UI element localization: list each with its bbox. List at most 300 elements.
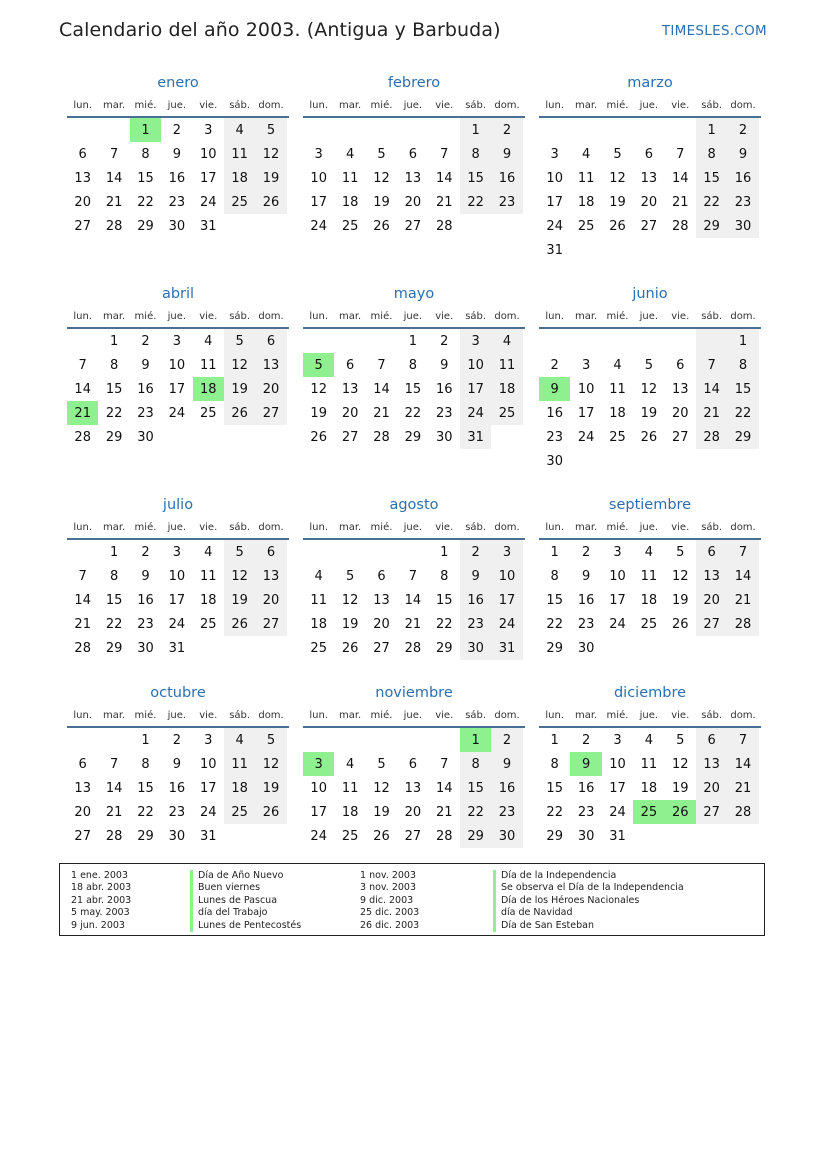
day-cell: 17 [310, 804, 327, 820]
day-cell: 10 [199, 146, 217, 162]
weekday-label: jue. [403, 709, 423, 721]
day-cell: 12 [255, 752, 286, 776]
weekday-label: dom. [258, 521, 284, 533]
day-cell: 15 [696, 166, 727, 190]
day-cell: 9 [141, 357, 150, 373]
weekday-label: mar. [338, 99, 362, 111]
month-name: noviembre [375, 685, 453, 701]
weekday-label: vie. [435, 310, 454, 322]
day-cell: 31 [199, 828, 217, 844]
day-cell: 8 [440, 568, 449, 584]
day-cell: 19 [609, 194, 626, 210]
day-cell: 29 [105, 640, 123, 656]
weekday-label: lun. [73, 310, 93, 322]
day-cell: 18 [199, 592, 217, 608]
day-cell: 30 [460, 636, 491, 660]
day-cell: 4 [581, 146, 591, 162]
day-cell: 1 [460, 118, 491, 142]
day-blank [303, 118, 334, 142]
day-cell: 4 [644, 732, 653, 748]
weekday-label: sáb. [465, 521, 487, 533]
day-cell: 2 [172, 732, 181, 748]
day-cell: 12 [671, 568, 689, 584]
month-name: agosto [389, 497, 439, 513]
day-grid [539, 329, 761, 473]
weekday-label: vie. [671, 310, 690, 322]
day-cell: 24 [491, 612, 522, 636]
day-cell: 23 [137, 405, 154, 421]
day-cell: 15 [105, 592, 123, 608]
day-cell: 10 [546, 170, 563, 186]
day-cell: 2 [440, 333, 449, 349]
weekday-header [67, 305, 289, 329]
month-marzo [539, 72, 761, 262]
weekday-header [303, 704, 525, 728]
month-agosto [303, 494, 525, 660]
weekday-label: jue. [639, 709, 659, 721]
day-cell: 25 [224, 800, 255, 824]
day-cell: 23 [168, 804, 186, 820]
day-cell: 4 [204, 333, 213, 349]
day-cell: 1 [550, 544, 559, 560]
day-cell: 11 [577, 170, 595, 186]
day-cell: 28 [696, 425, 727, 449]
day-cell: 31 [460, 425, 491, 449]
day-cell: 3 [172, 544, 181, 560]
month-noviembre [303, 682, 525, 848]
day-cell: 20 [640, 194, 658, 210]
day-cell-holiday: 25 [633, 800, 664, 824]
day-cell: 31 [491, 636, 522, 660]
day-blank [366, 540, 397, 564]
day-cell: 11 [199, 357, 217, 373]
day-cell: 6 [644, 146, 653, 162]
day-cell: 7 [78, 357, 87, 373]
day-cell: 3 [550, 146, 559, 162]
day-cell: 15 [546, 780, 563, 796]
day-cell: 1 [727, 329, 758, 353]
day-cell: 26 [310, 429, 327, 445]
day-cell: 26 [671, 616, 689, 632]
day-cell: 21 [74, 616, 91, 632]
day-cell: 27 [255, 401, 286, 425]
day-cell: 30 [137, 640, 154, 656]
month-octubre [67, 682, 289, 848]
month-name: octubre [150, 685, 206, 701]
day-cell-holiday: 5 [303, 353, 334, 377]
day-cell: 30 [491, 824, 522, 848]
day-cell: 14 [435, 170, 453, 186]
day-cell: 25 [341, 828, 359, 844]
day-cell: 23 [460, 612, 491, 636]
day-cell: 3 [460, 329, 491, 353]
day-cell: 10 [168, 357, 186, 373]
day-cell: 5 [644, 357, 653, 373]
day-cell: 6 [696, 728, 727, 752]
weekday-label: lun. [545, 310, 565, 322]
day-cell: 14 [727, 752, 758, 776]
weekday-header [67, 704, 289, 728]
month-name: junio [632, 286, 668, 302]
day-cell: 21 [696, 401, 727, 425]
day-cell: 11 [609, 381, 626, 397]
weekday-label: mié. [370, 709, 393, 721]
weekday-label: mar. [574, 310, 598, 322]
day-cell: 26 [255, 190, 286, 214]
day-cell: 24 [546, 218, 563, 234]
day-cell: 14 [671, 170, 689, 186]
day-cell: 6 [377, 568, 386, 584]
day-cell: 3 [204, 732, 213, 748]
day-cell: 28 [74, 429, 91, 445]
day-cell: 11 [341, 170, 359, 186]
weekday-header [539, 305, 761, 329]
day-cell: 11 [199, 568, 217, 584]
day-cell: 5 [377, 756, 386, 772]
day-cell: 7 [727, 540, 758, 564]
day-cell: 20 [671, 405, 689, 421]
weekday-label: mar. [574, 99, 598, 111]
weekday-label: sáb. [229, 521, 251, 533]
day-cell: 9 [141, 568, 150, 584]
day-cell: 13 [373, 592, 390, 608]
day-cell: 30 [546, 453, 563, 469]
weekday-label: vie. [199, 521, 218, 533]
day-grid [67, 540, 289, 660]
day-cell: 22 [435, 616, 453, 632]
day-cell: 12 [255, 142, 286, 166]
day-cell: 2 [550, 357, 559, 373]
day-cell: 6 [255, 540, 286, 564]
day-cell: 27 [255, 612, 286, 636]
day-cell: 26 [224, 401, 255, 425]
day-grid [67, 329, 289, 449]
day-cell: 30 [168, 218, 186, 234]
day-cell: 13 [696, 564, 727, 588]
weekday-header [539, 704, 761, 728]
day-cell: 30 [435, 429, 453, 445]
day-cell: 16 [137, 381, 154, 397]
day-cell: 5 [676, 732, 685, 748]
day-cell: 14 [404, 592, 422, 608]
day-cell: 12 [310, 381, 327, 397]
day-cell-holiday: 26 [665, 800, 696, 824]
legend-holiday-name: Se observa el Día de la Independencia [493, 882, 684, 894]
day-cell: 16 [491, 166, 522, 190]
weekday-label: vie. [435, 99, 454, 111]
day-cell: 10 [168, 568, 186, 584]
day-cell: 10 [491, 564, 522, 588]
weekday-label: jue. [403, 521, 423, 533]
day-grid [539, 728, 761, 848]
day-blank [67, 329, 98, 353]
month-name: julio [162, 497, 194, 513]
day-cell: 20 [255, 588, 286, 612]
day-cell: 24 [609, 616, 626, 632]
day-cell: 11 [341, 780, 359, 796]
weekday-label: lun. [309, 709, 329, 721]
day-cell: 21 [671, 194, 689, 210]
weekday-label: sáb. [701, 709, 723, 721]
weekday-label: jue. [403, 99, 423, 111]
day-cell: 23 [727, 190, 758, 214]
weekday-label: vie. [671, 99, 690, 111]
day-cell: 26 [341, 640, 359, 656]
day-cell: 15 [460, 776, 491, 800]
weekday-label: mar. [338, 310, 362, 322]
day-cell: 14 [435, 780, 453, 796]
day-cell: 2 [727, 118, 758, 142]
day-cell: 8 [109, 568, 119, 584]
day-blank [602, 118, 633, 142]
day-cell: 17 [609, 592, 626, 608]
day-cell: 22 [137, 194, 154, 210]
day-cell: 21 [727, 588, 758, 612]
weekday-label: mar. [102, 310, 126, 322]
day-cell: 9 [491, 752, 522, 776]
day-cell-holiday: 1 [460, 728, 491, 752]
day-cell: 19 [671, 592, 689, 608]
day-blank [334, 118, 365, 142]
day-cell: 1 [550, 732, 559, 748]
weekday-label: lun. [73, 99, 93, 111]
day-cell: 15 [435, 592, 453, 608]
day-cell: 25 [310, 640, 327, 656]
day-cell: 22 [137, 804, 154, 820]
day-cell: 1 [696, 118, 727, 142]
day-cell: 13 [255, 353, 286, 377]
weekday-label: mié. [134, 709, 157, 721]
day-cell: 25 [199, 616, 217, 632]
day-cell: 22 [546, 616, 563, 632]
day-cell: 1 [109, 333, 119, 349]
day-cell: 14 [105, 780, 123, 796]
weekday-label: dom. [258, 99, 284, 111]
day-cell: 29 [546, 640, 563, 656]
month-diciembre [539, 682, 761, 848]
day-cell: 8 [460, 142, 491, 166]
weekday-label: mié. [134, 310, 157, 322]
legend-holiday-name: Día de San Esteban [493, 920, 684, 932]
legend-holiday-date: 1 nov. 2003 [360, 870, 416, 881]
weekday-label: dom. [730, 99, 756, 111]
day-cell: 29 [435, 640, 453, 656]
weekday-label: mié. [370, 521, 393, 533]
day-cell: 20 [74, 804, 91, 820]
day-cell: 16 [137, 592, 154, 608]
weekday-label: lun. [309, 521, 329, 533]
day-cell: 4 [345, 756, 355, 772]
day-blank [570, 118, 601, 142]
day-cell: 14 [74, 592, 91, 608]
day-cell: 26 [373, 218, 390, 234]
weekday-label: lun. [73, 521, 93, 533]
weekday-label: jue. [167, 709, 187, 721]
day-cell: 29 [696, 214, 727, 238]
weekday-label: mar. [102, 709, 126, 721]
day-cell: 9 [440, 357, 449, 373]
day-cell: 28 [435, 218, 453, 234]
day-cell: 13 [404, 780, 422, 796]
weekday-label: sáb. [229, 709, 251, 721]
day-cell: 23 [168, 194, 186, 210]
weekday-label: jue. [167, 310, 187, 322]
day-cell: 2 [581, 732, 591, 748]
day-cell: 16 [727, 166, 758, 190]
legend-holiday-date: 1 ene. 2003 [71, 870, 128, 881]
weekday-header [303, 305, 525, 329]
day-cell: 15 [546, 592, 563, 608]
day-cell: 13 [341, 381, 359, 397]
legend-dates-right [360, 870, 419, 932]
weekday-label: mar. [102, 521, 126, 533]
legend-names-right [493, 870, 684, 932]
weekday-label: dom. [494, 709, 520, 721]
day-cell-holiday: 21 [67, 401, 98, 425]
weekday-header [67, 516, 289, 540]
day-cell: 25 [341, 218, 359, 234]
day-cell: 25 [640, 616, 658, 632]
day-cell: 12 [341, 592, 359, 608]
weekday-label: mié. [606, 310, 629, 322]
day-cell: 23 [435, 405, 453, 421]
day-cell: 11 [491, 353, 522, 377]
day-blank [366, 728, 397, 752]
day-cell: 6 [255, 329, 286, 353]
weekday-label: sáb. [229, 310, 251, 322]
weekday-label: dom. [258, 310, 284, 322]
day-blank [397, 118, 428, 142]
day-cell: 22 [105, 405, 123, 421]
weekday-label: dom. [730, 521, 756, 533]
day-cell: 13 [640, 170, 658, 186]
day-cell: 6 [78, 146, 87, 162]
day-cell: 28 [435, 828, 453, 844]
day-cell: 11 [640, 568, 658, 584]
day-cell: 27 [74, 218, 91, 234]
month-name: febrero [387, 75, 441, 91]
weekday-label: jue. [639, 310, 659, 322]
day-cell: 31 [609, 828, 626, 844]
weekday-label: vie. [199, 310, 218, 322]
day-cell: 16 [491, 776, 522, 800]
day-cell: 13 [696, 752, 727, 776]
day-cell: 11 [224, 752, 255, 776]
month-name: enero [157, 75, 199, 91]
weekday-label: sáb. [229, 99, 251, 111]
day-blank [366, 118, 397, 142]
month-name: mayo [393, 286, 435, 302]
day-cell: 29 [137, 828, 154, 844]
day-cell: 29 [404, 429, 422, 445]
day-cell: 1 [408, 333, 417, 349]
day-cell: 28 [727, 612, 758, 636]
weekday-label: dom. [494, 310, 520, 322]
month-name: septiembre [608, 497, 692, 513]
day-cell: 31 [168, 640, 186, 656]
day-cell: 7 [109, 146, 119, 162]
day-cell: 22 [105, 616, 123, 632]
day-cell: 1 [141, 732, 150, 748]
day-cell: 13 [671, 381, 689, 397]
day-cell: 10 [310, 780, 327, 796]
day-cell: 26 [609, 218, 626, 234]
legend-holiday-date: 25 dic. 2003 [360, 907, 420, 919]
brand-link[interactable]: TIMESLES.COM [661, 23, 767, 39]
day-cell: 24 [199, 194, 217, 210]
weekday-header [303, 516, 525, 540]
day-cell: 15 [105, 381, 123, 397]
day-cell: 12 [609, 170, 626, 186]
day-cell: 2 [172, 122, 181, 138]
weekday-label: jue. [167, 521, 187, 533]
day-blank [633, 118, 664, 142]
day-cell: 24 [577, 429, 595, 445]
weekday-label: mié. [606, 521, 629, 533]
day-cell: 4 [345, 146, 355, 162]
month-abril [67, 283, 289, 449]
day-cell: 25 [577, 218, 595, 234]
day-cell: 18 [640, 592, 658, 608]
day-cell: 10 [609, 568, 626, 584]
day-cell: 30 [137, 429, 154, 445]
day-cell: 15 [137, 170, 154, 186]
day-cell: 12 [373, 780, 390, 796]
day-cell: 16 [168, 780, 186, 796]
weekday-label: dom. [730, 709, 756, 721]
day-blank [397, 728, 428, 752]
day-blank [67, 728, 98, 752]
day-cell-holiday: 3 [303, 752, 334, 776]
weekday-header [539, 94, 761, 118]
day-cell: 13 [404, 170, 422, 186]
day-blank [602, 329, 633, 353]
day-cell: 12 [640, 381, 658, 397]
day-cell: 23 [491, 800, 522, 824]
day-blank [303, 728, 334, 752]
day-cell: 27 [373, 640, 390, 656]
day-blank [696, 329, 727, 353]
weekday-label: jue. [167, 99, 187, 111]
day-cell: 27 [341, 429, 359, 445]
day-cell: 27 [74, 828, 91, 844]
day-cell: 22 [727, 401, 758, 425]
legend-holiday-name: Día de la Independencia [493, 870, 684, 882]
legend-holiday-name: Lunes de Pentecostés [190, 920, 301, 932]
holiday-legend [59, 863, 765, 936]
day-cell: 4 [491, 329, 522, 353]
day-cell: 12 [224, 564, 255, 588]
day-cell: 26 [640, 429, 658, 445]
day-cell: 5 [345, 568, 355, 584]
day-cell: 17 [199, 170, 217, 186]
day-blank [429, 118, 460, 142]
day-grid [303, 540, 525, 660]
day-cell: 7 [377, 357, 386, 373]
day-blank [334, 329, 365, 353]
legend-holiday-name: Día de Año Nuevo [190, 870, 301, 882]
day-cell: 11 [640, 756, 658, 772]
day-cell: 28 [74, 640, 91, 656]
day-cell: 7 [676, 146, 685, 162]
day-cell: 16 [577, 592, 595, 608]
day-cell: 8 [141, 146, 150, 162]
day-cell: 19 [255, 166, 286, 190]
day-blank [665, 329, 696, 353]
day-cell: 28 [373, 429, 390, 445]
day-cell: 3 [613, 544, 622, 560]
day-blank [539, 118, 570, 142]
